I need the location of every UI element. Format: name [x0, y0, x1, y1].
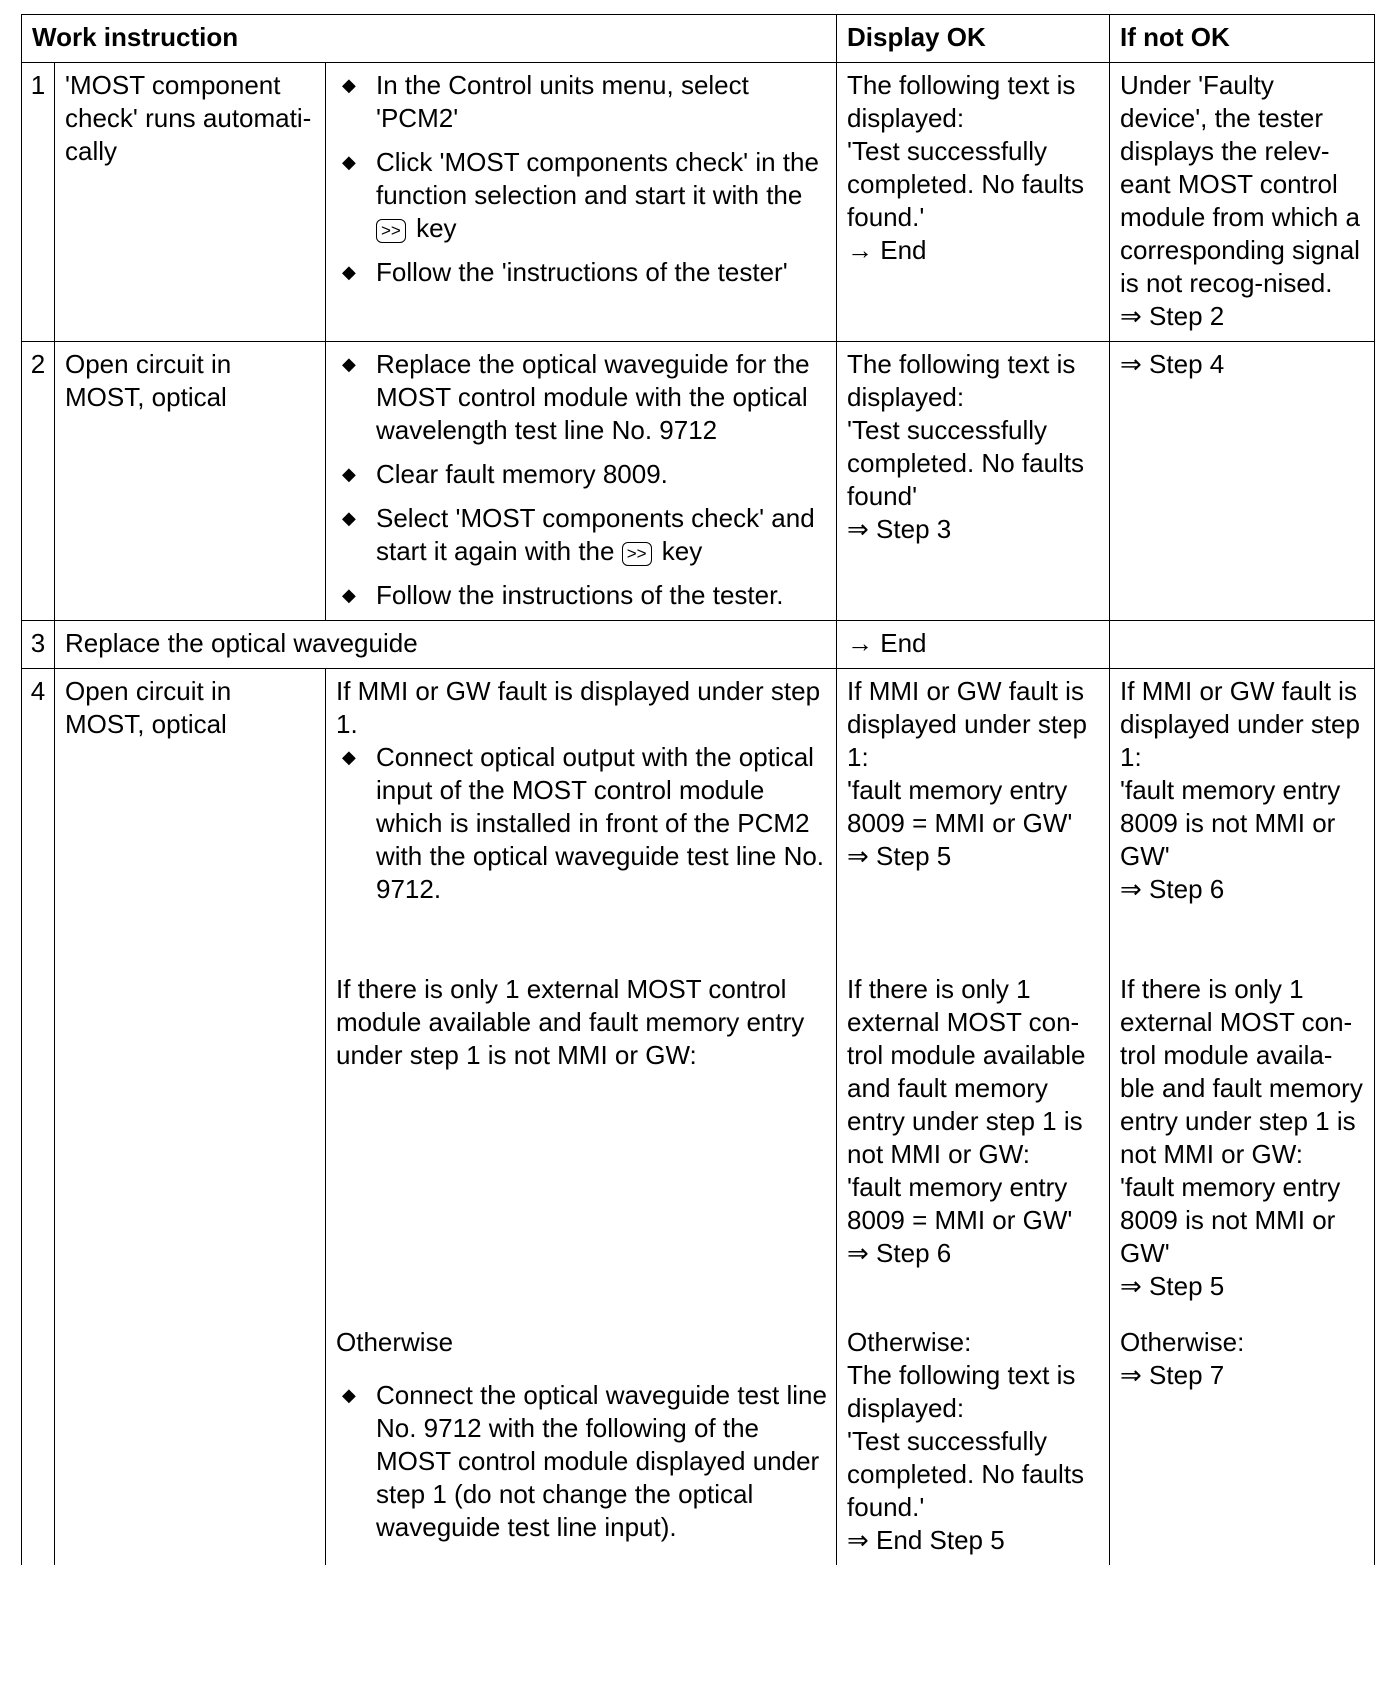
step-title: Open circuit in MOST, optical [55, 342, 326, 621]
not-ok-cell: ⇒ Step 4 [1110, 342, 1375, 621]
diamond-bullet-icon: ◆ [342, 585, 356, 605]
step-title: 'MOST component check' runs automati-cally [55, 63, 326, 342]
list-item: ◆ Connect the optical waveguide test line No. 9712 with the following of the MOST control module displayed under step 1 (do not change the optical waveguide test line input). [342, 1380, 827, 1542]
header-if-not-ok: If not OK [1110, 15, 1375, 63]
step-instructions [326, 669, 837, 1566]
display-ok-cell: → End [837, 621, 1110, 669]
next-key-icon: >> [376, 219, 406, 243]
list-item: ◆ Select 'MOST components check' and start it again with the >> key [342, 503, 815, 566]
step-number: 3 [22, 621, 55, 669]
diamond-bullet-icon: ◆ [342, 75, 356, 95]
step-instructions [326, 63, 837, 342]
table-row [22, 621, 1375, 669]
diamond-bullet-icon: ◆ [342, 747, 356, 767]
diamond-bullet-icon: ◆ [342, 354, 356, 374]
list-item: ◆ Replace the optical waveguide for the MOST control module with the optical wavelength test line No. 9712 [342, 349, 810, 445]
header-work-instruction: Work instruction [22, 15, 837, 63]
step-instructions [326, 342, 837, 621]
header-display-ok: Display OK [837, 15, 1110, 63]
diamond-bullet-icon: ◆ [342, 262, 356, 282]
list-item: ◆ Clear fault memory 8009. [342, 459, 668, 489]
diamond-bullet-icon: ◆ [342, 464, 356, 484]
display-ok-cell: If MMI or GW fault is displayed under step 1: 'fault memory entry 8009 = MMI or GW' ⇒ Step 5 If there is only 1 external MOST con-trol module available and fault memory entry under step 1 is not MMI or GW: 'fault memory entry 8009 = MMI or GW' ⇒ Step 6 Otherwise: The following text is displayed: 'Test successfully completed. No faults found.' ⇒ End Step 5 [837, 669, 1110, 1566]
next-key-icon: >> [622, 542, 652, 566]
list-item: ◆ In the Control units menu, select 'PCM2' [342, 70, 749, 133]
work-instruction-table [21, 14, 1375, 1565]
part-c: Otherwise ◆ Connect the optical waveguide test line No. 9712 with the following of the MOST control module displayed under step 1 (do not change the optical waveguide test line input). [336, 1327, 827, 1542]
list-item: ◆ Click 'MOST components check' in the function selection and start it with the >> key [342, 147, 819, 243]
step-number: 2 [22, 342, 55, 621]
list-item: ◆ Follow the 'instructions of the tester' [342, 257, 788, 287]
not-ok-cell: If MMI or GW fault is displayed under step 1: 'fault memory entry 8009 is not MMI or GW' ⇒ Step 6 If there is only 1 external MOST con-trol module availa-ble and fault memory entry under step 1 is not MMI or GW: 'fault memory entry 8009 is not MMI or GW' ⇒ Step 5 Otherwise: ⇒ Step 7 [1110, 669, 1375, 1566]
step-number: 4 [22, 669, 55, 1566]
display-ok-cell: The following text is displayed: 'Test successfully completed. No faults found' ⇒ Step 3 [837, 342, 1110, 621]
diamond-bullet-icon: ◆ [342, 508, 356, 528]
diamond-bullet-icon: ◆ [342, 1385, 356, 1405]
display-ok-cell: The following text is displayed: 'Test successfully completed. No faults found.' → End [837, 63, 1110, 342]
list-item: ◆ Follow the instructions of the tester. [342, 580, 784, 610]
table-row [22, 63, 1375, 342]
table-row [22, 342, 1375, 621]
list-item: ◆ Connect optical output with the optical input of the MOST control module which is installed in front of the PCM2 with the optical waveguide test line No. 9712. [342, 742, 825, 904]
step-title: Replace the optical waveguide [55, 621, 837, 669]
table-row [22, 669, 1375, 1566]
header-row [22, 15, 1375, 63]
step-title: Open circuit in MOST, optical [55, 669, 326, 1566]
diamond-bullet-icon: ◆ [342, 152, 356, 172]
not-ok-cell: Under 'Faulty device', the tester displays the relev-eant MOST control module from which a corresponding signal is not recog-nised. ⇒ Step 2 [1110, 63, 1375, 342]
not-ok-cell [1110, 621, 1375, 669]
part-a: If MMI or GW fault is displayed under step 1. ◆ Connect optical output with the optical input of the MOST control module which is installed in front of the PCM2 with the optical waveguide test line No. 9712. [336, 675, 828, 973]
part-b: If there is only 1 external MOST control module available and fault memory entry under step 1 is not MMI or GW: [336, 974, 805, 1070]
step-number: 1 [22, 63, 55, 342]
